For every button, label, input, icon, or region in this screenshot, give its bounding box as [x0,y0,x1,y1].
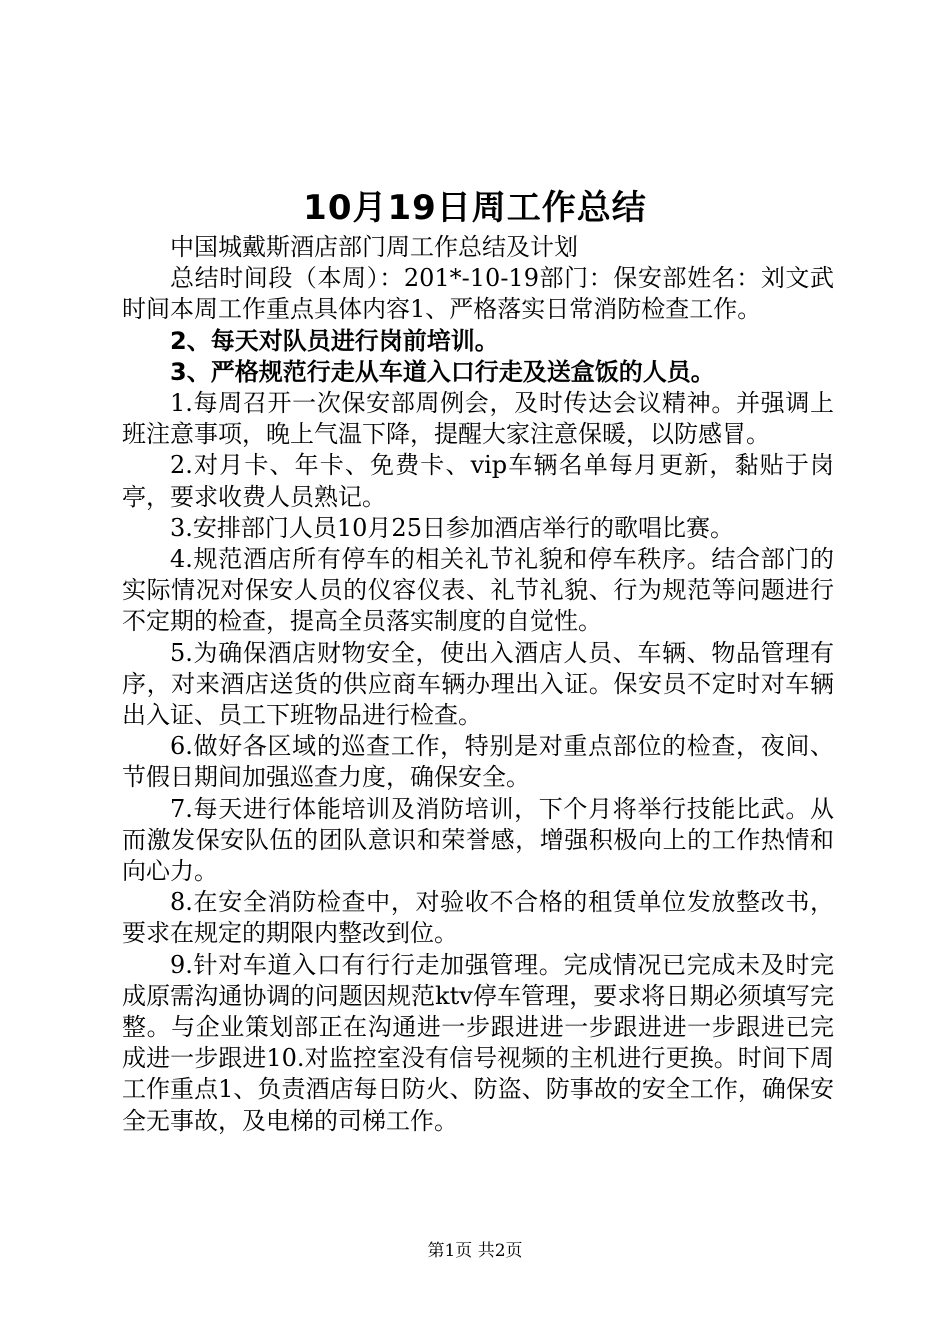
paragraph-point-6: 6.做好各区域的巡查工作，特别是对重点部位的检查，夜间、节假日期间加强巡查力度，确保安全。 [122,732,834,792]
paragraph-point-7: 7.每天进行体能培训及消防培训，下个月将举行技能比武。从而激发保安队伍的团队意识和荣誉感，增强积极向上的工作热情和向心力。 [122,794,834,886]
paragraph-point-8: 8.在安全消防检查中，对验收不合格的租赁单位发放整改书，要求在规定的期限内整改到位。 [122,888,834,948]
paragraph-item-3: 3、严格规范行走从车道入口行走及送盒饭的人员。 [170,357,715,386]
document-body [122,232,834,1137]
paragraph-header-info: 总结时间段（本周）：201*-10-19部门：保安部姓名：刘文武时间本周工作重点具体内容1、严格落实日常消防检查工作。 [122,264,834,324]
paragraph-point-5: 5.为确保酒店财物安全，使出入酒店人员、车辆、物品管理有序，对来酒店送货的供应商车辆办理出入证。保安员不定时对车辆出入证、员工下班物品进行检查。 [122,638,834,730]
paragraph-point-9: 9.针对车道入口有行行走加强管理。完成情况已完成未及时完成原需沟通协调的问题因规范ktv停车管理，要求将日期必须填写完整。与企业策划部正在沟通进一步跟进进一步跟进进一步跟进已完成进一步跟进10.对监控室没有信号视频的主机进行更换。时间下周工作重点1、负责酒店每日防火、防盗、防事故的安全工作，确保安全无事故，及电梯的司梯工作。 [122,950,834,1135]
paragraph-subtitle: 中国城戴斯酒店部门周工作总结及计划 [170,233,578,261]
page-footer: 第1页 共2页 [427,1241,523,1261]
paragraph-point-3: 3.安排部门人员10月25日参加酒店举行的歌唱比赛。 [170,513,734,542]
paragraph-point-2: 2.对月卡、年卡、免费卡、vip车辆名单每月更新，黏贴于岗亭，要求收费人员熟记。 [122,451,834,511]
document-title: 10月19日周工作总结 [303,188,647,228]
paragraph-point-1: 1.每周召开一次保安部周例会，及时传达会议精神。并强调上班注意事项，晚上气温下降，提醒大家注意保暖，以防感冒。 [122,389,834,449]
paragraph-point-4: 4.规范酒店所有停车的相关礼节礼貌和停车秩序。结合部门的实际情况对保安人员的仪容仪表、礼节礼貌、行为规范等问题进行不定期的检查，提高全员落实制度的自觉性。 [122,545,834,636]
paragraph-item-2: 2、每天对队员进行岗前培训。 [170,326,499,355]
